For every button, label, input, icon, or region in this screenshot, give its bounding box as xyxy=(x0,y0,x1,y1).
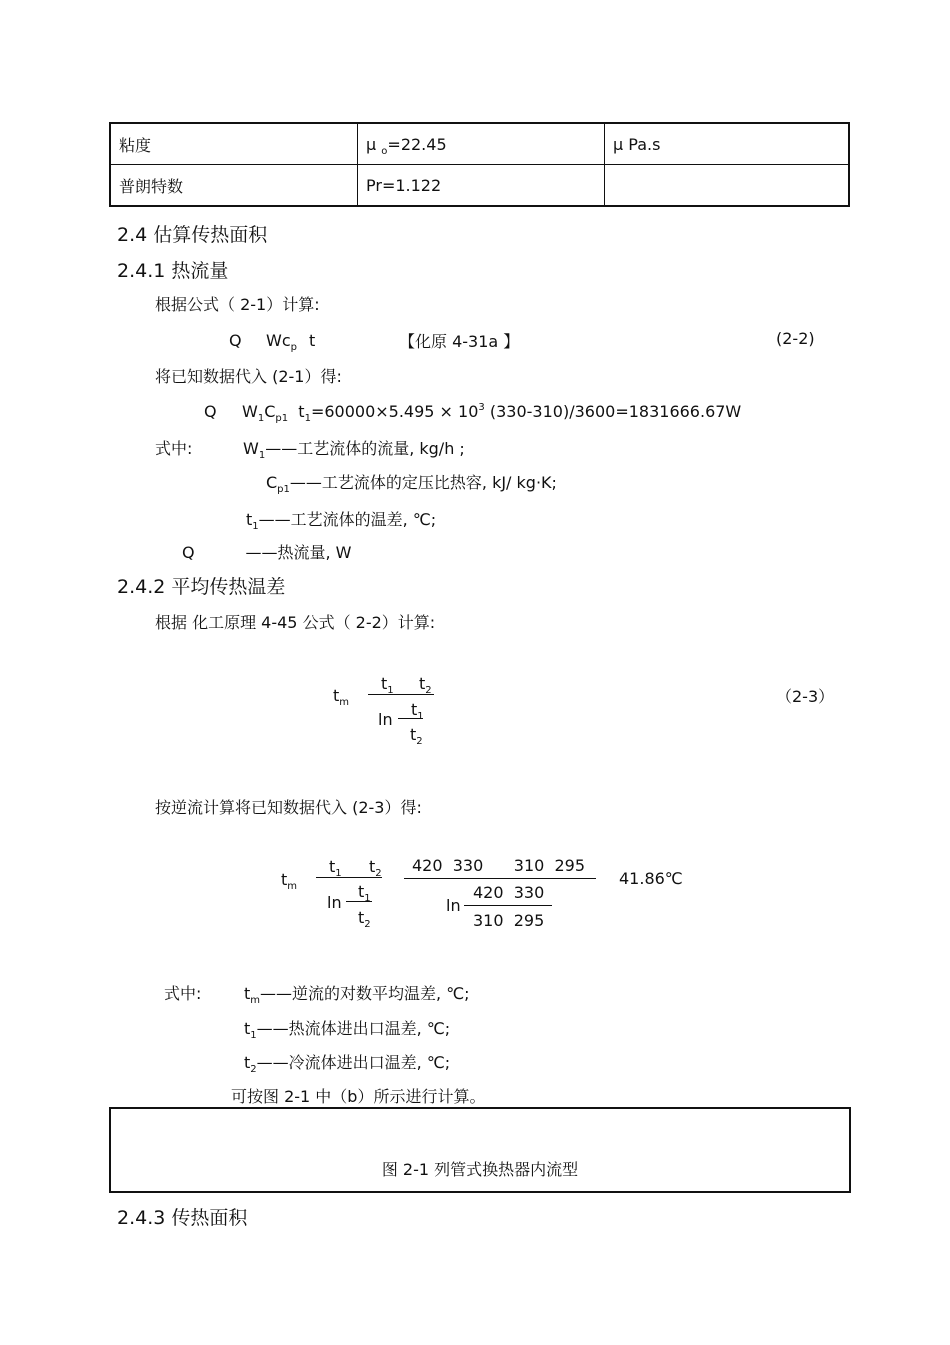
table-cell: 粘度 xyxy=(110,123,358,165)
definition-text: ——冷流体进出口温差, ℃; xyxy=(256,1053,451,1072)
section-heading: 2.4.2 平均传热温差 xyxy=(117,576,286,598)
paragraph: 按逆流计算将已知数据代入 (2-3）得: xyxy=(155,798,422,817)
definition-symbol: t xyxy=(244,984,251,1003)
definition-item xyxy=(246,507,436,530)
definition-text: ——逆流的对数平均温差, ℃; xyxy=(260,984,470,1003)
log-operator: ln xyxy=(327,893,342,912)
formula-symbol: t xyxy=(411,700,418,719)
definition-symbol: t xyxy=(246,510,253,529)
log-denominator xyxy=(358,908,371,930)
equation-term: t xyxy=(298,402,305,421)
formula-subscript: 1 xyxy=(364,893,371,904)
definition-symbol: Q xyxy=(182,543,195,562)
definition-symbol: C xyxy=(266,473,278,492)
formula-symbol: t xyxy=(381,674,388,693)
table-cell: 普朗特数 xyxy=(110,165,358,207)
formula-symbol: t xyxy=(358,882,365,901)
equation-term: =60000×5.495 × 10 xyxy=(310,402,479,421)
definition-item xyxy=(266,470,557,493)
log-numerator xyxy=(358,882,371,904)
log-denominator: 310 295 xyxy=(473,911,545,930)
fraction-bar xyxy=(346,901,372,902)
calculation-line xyxy=(204,402,742,424)
formula-symbol: t xyxy=(281,870,288,889)
formula-symbol: t xyxy=(369,857,376,876)
section-heading: 2.4.3 传热面积 xyxy=(117,1207,248,1229)
equation-subscript: 1 xyxy=(257,413,265,424)
paragraph: 根据公式（ 2-1）计算: xyxy=(155,295,320,314)
fraction-bar xyxy=(316,877,382,878)
equation-symbol xyxy=(266,331,297,353)
definition-subscript: 2 xyxy=(250,1064,257,1075)
value-symbol: μ xyxy=(366,134,377,154)
table-row xyxy=(110,165,849,207)
definition-symbol: t xyxy=(244,1053,251,1072)
equation-exponent: 3 xyxy=(478,402,485,413)
formula-symbol: t xyxy=(410,725,417,744)
figure-caption: 图 2-1 列管式换热器内流型 xyxy=(381,1160,579,1179)
definition-subscript: 1 xyxy=(250,1030,257,1041)
result-value: 41.86℃ xyxy=(619,869,683,888)
definitions-label: 式中: xyxy=(164,984,202,1003)
equation-term: C xyxy=(264,402,276,421)
paragraph: 根据 化工原理 4-45 公式（ 2-2）计算: xyxy=(155,613,436,632)
definition-text: ——工艺流体的温差, ℃; xyxy=(258,510,437,529)
formula-subscript: 1 xyxy=(417,711,424,722)
table-cell: μ Pa.s xyxy=(605,123,850,165)
definition-item xyxy=(243,436,465,459)
log-numerator: 420 330 xyxy=(473,883,545,902)
formula-symbol: t xyxy=(419,674,426,693)
equation-term: W xyxy=(242,402,258,421)
definition-subscript: 1 xyxy=(252,521,259,532)
definition-text: ——工艺流体的定压比热容, kJ/ kg·K; xyxy=(289,473,557,492)
numerator-term xyxy=(369,857,382,879)
equation-subscript: 1 xyxy=(304,413,311,424)
table-cell xyxy=(605,165,850,207)
equation-term: Q xyxy=(204,402,217,421)
value-subscript: o xyxy=(381,145,388,157)
table-row xyxy=(110,123,849,165)
equation-number: （2-3） xyxy=(776,687,835,706)
property-table xyxy=(109,122,850,207)
formula-subscript: 2 xyxy=(364,919,371,930)
definition-item xyxy=(244,1050,450,1073)
definition-text: ——热流体进出口温差, ℃; xyxy=(256,1019,451,1038)
definition-text: ——热流量, W xyxy=(245,543,352,562)
equation-symbol: Q xyxy=(229,331,242,350)
equation-reference: 【化原 4-31a 】 xyxy=(399,332,520,351)
formula-subscript: m xyxy=(287,881,298,892)
fraction-bar xyxy=(368,694,434,695)
equation-term: Wc xyxy=(266,331,291,350)
definition-item xyxy=(244,1016,450,1039)
definition-item xyxy=(182,540,351,563)
formula-subscript: 2 xyxy=(416,736,423,747)
log-denominator xyxy=(410,725,423,747)
definition-item xyxy=(244,981,470,1004)
definition-subscript: 1 xyxy=(258,450,266,461)
definitions-label: 式中: xyxy=(155,439,193,458)
value-number: =22.45 xyxy=(387,134,447,154)
formula-symbol: t xyxy=(358,908,365,927)
log-operator: ln xyxy=(446,896,461,915)
equation-term: (330-310)/3600=1831666.67W xyxy=(484,402,742,421)
equation-subscript: p1 xyxy=(275,413,289,424)
formula-symbol: t xyxy=(329,857,336,876)
equation-subscript: p xyxy=(290,342,297,353)
definition-symbol: t xyxy=(244,1019,251,1038)
fraction-bar xyxy=(404,878,596,879)
formula-subscript: 1 xyxy=(387,685,394,696)
numeric-numerator: 420 330 310 295 xyxy=(412,856,586,875)
section-heading: 2.4 估算传热面积 xyxy=(117,224,268,246)
formula-subscript: 1 xyxy=(335,868,342,879)
numerator-term xyxy=(329,857,342,879)
formula-subscript: 2 xyxy=(425,685,432,696)
formula-subscript: m xyxy=(339,697,350,708)
definition-symbol: W xyxy=(243,439,259,458)
table-cell: Pr=1.122 xyxy=(358,165,605,207)
formula-lhs xyxy=(333,686,350,708)
definition-text: ——工艺流体的流量, kg/h ; xyxy=(265,439,465,458)
log-numerator xyxy=(411,700,424,722)
equation-symbol: t xyxy=(309,331,316,350)
log-operator: ln xyxy=(378,710,393,729)
fraction-bar xyxy=(464,905,552,906)
paragraph: 将已知数据代入 (2-1）得: xyxy=(155,367,342,386)
table-cell xyxy=(358,123,605,165)
fraction-bar xyxy=(398,718,423,719)
definition-subscript: p1 xyxy=(277,484,290,495)
formula-symbol: t xyxy=(333,686,340,705)
equation-number: (2-2) xyxy=(776,329,815,348)
formula-subscript: 2 xyxy=(375,868,382,879)
section-heading: 2.4.1 热流量 xyxy=(117,260,229,282)
figure-frame xyxy=(109,1107,851,1193)
paragraph: 可按图 2-1 中（b）所示进行计算。 xyxy=(231,1087,486,1106)
numerator-term xyxy=(419,674,432,696)
definition-subscript: m xyxy=(250,995,261,1006)
formula-lhs xyxy=(281,870,298,892)
numerator-term xyxy=(381,674,394,696)
